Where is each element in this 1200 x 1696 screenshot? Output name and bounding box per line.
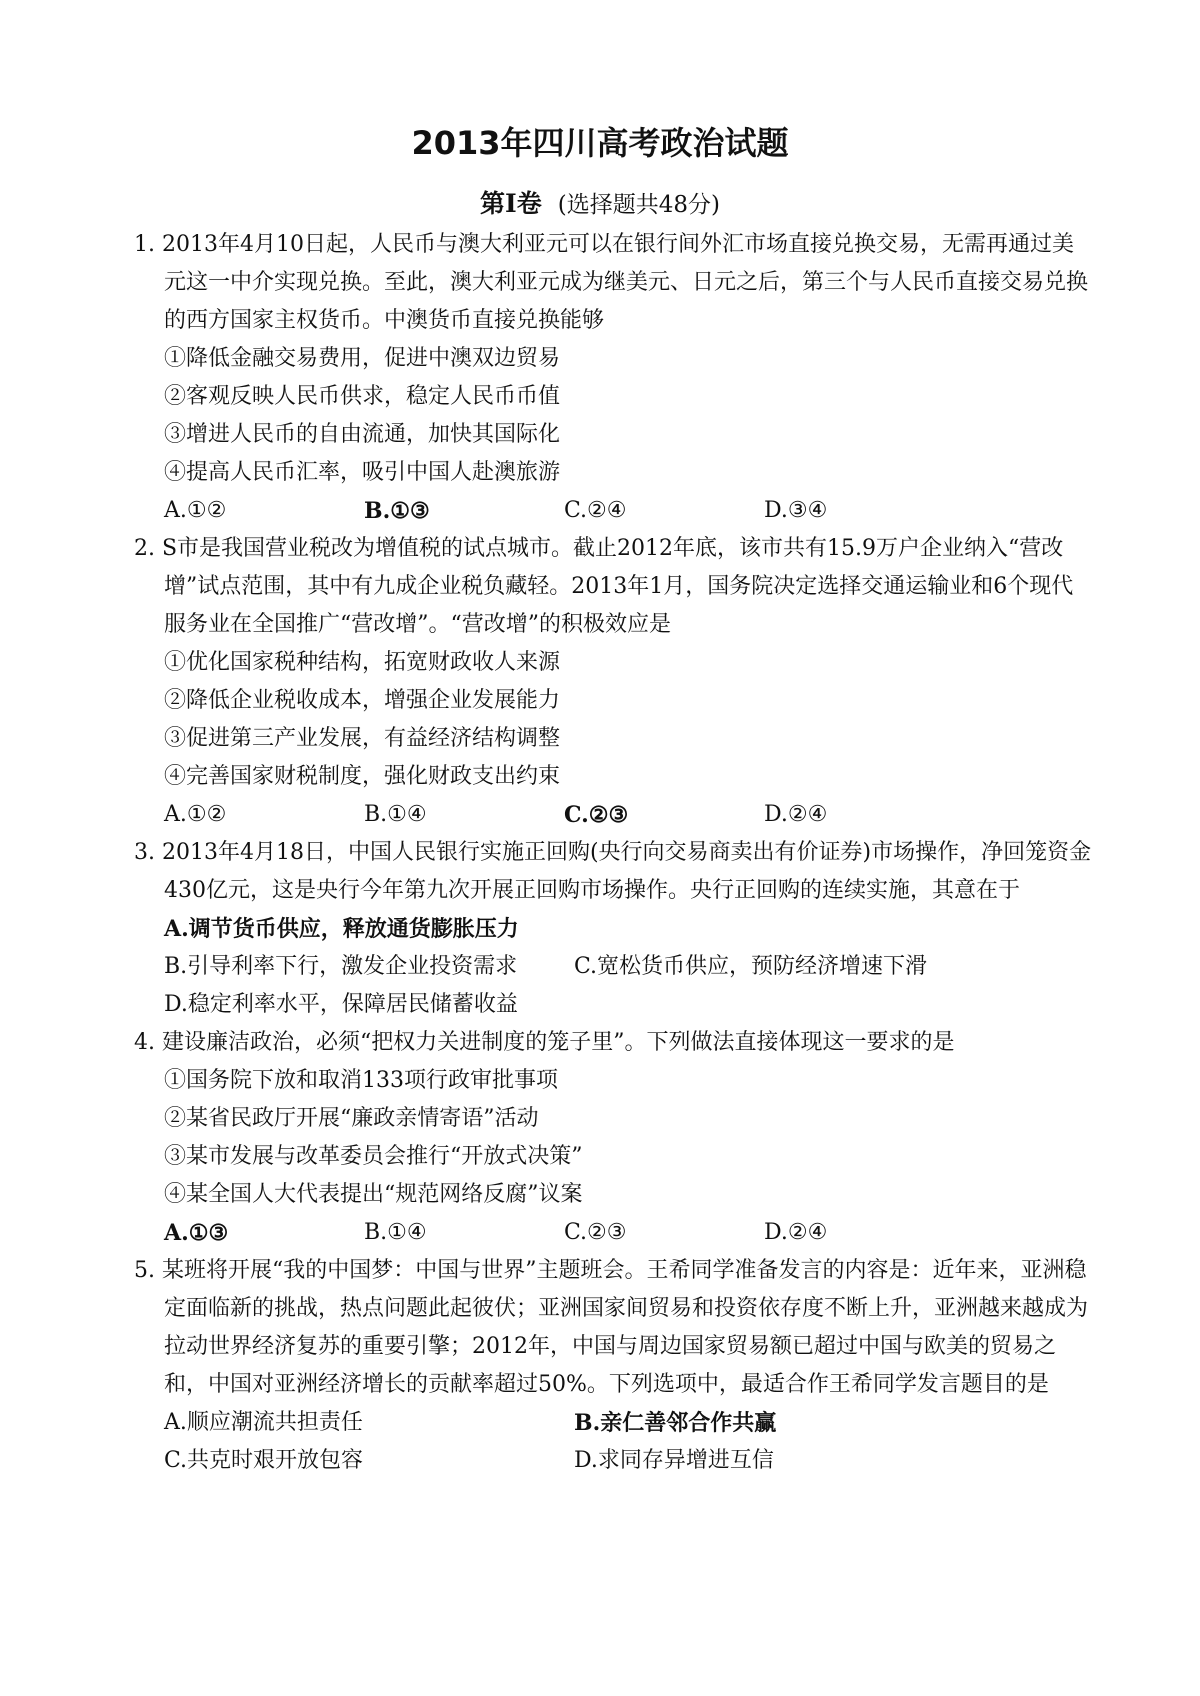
option-row <box>134 1404 1094 1442</box>
statement: ③增进人民币的自由流通，加快其国际化 <box>164 422 561 447</box>
option-a-answer: A.①③ <box>164 1220 229 1246</box>
option-d: D.②④ <box>764 802 828 827</box>
option-a: A.①② <box>164 498 227 523</box>
option-c: C.共克时艰开放包容 <box>164 1448 364 1473</box>
question-stem: 4. 建设廉洁政治，必须“把权力关进制度的笼子里”。下列做法直接体现这一要求的是 <box>134 1030 955 1055</box>
statement: ②某省民政厅开展“廉政亲情寄语”活动 <box>164 1106 539 1131</box>
option-b-answer: B.亲仁善邻合作共赢 <box>574 1410 777 1436</box>
option-row <box>134 910 1094 948</box>
statement: ③促进第三产业发展，有益经济结构调整 <box>164 726 561 751</box>
option-row <box>134 948 1094 986</box>
option-b: B.引导利率下行，激发企业投资需求 <box>164 954 518 979</box>
option-c: C.宽松货币供应，预防经济增速下滑 <box>574 954 928 979</box>
section-note: (选择题共48分) <box>557 192 720 218</box>
question-3 <box>134 834 1094 1024</box>
option-a: A.①② <box>164 802 227 827</box>
section-heading <box>0 184 1200 220</box>
option-c: C.②③ <box>564 1220 627 1245</box>
option-row <box>134 492 1094 530</box>
statement: ④提高人民币汇率，吸引中国人赴澳旅游 <box>164 460 561 485</box>
question-stem: 5. 某班将开展“我的中国梦：中国与世界”主题班会。王希同学准备发言的内容是：近年来，亚洲稳定面临新的挑战，热点问题此起彼伏；亚洲国家间贸易和投资依存度不断上升，亚洲越来越成为拉动世界经济复苏的重要引擎；2012年，中国与周边国家贸易额已超过中国与欧美的贸易之和，中国对亚洲经济增长的贡献率超过50%。下列选项中，最适合作王希同学发言题目的是 <box>134 1258 1089 1397</box>
question-4 <box>134 1024 1094 1252</box>
statement: ③某市发展与改革委员会推行“开放式决策” <box>164 1144 583 1169</box>
statement: ①优化国家税种结构，拓宽财政收人来源 <box>164 650 561 675</box>
statement: ①降低金融交易费用，促进中澳双边贸易 <box>164 346 561 371</box>
option-row <box>134 1442 1094 1480</box>
option-a-answer: A.调节货币供应，释放通货膨胀压力 <box>164 916 519 942</box>
statement: ④某全国人大代表提出“规范网络反腐”议案 <box>164 1182 583 1207</box>
statement: ②客观反映人民币供求，稳定人民币币值 <box>164 384 561 409</box>
question-2 <box>134 530 1094 834</box>
option-row <box>134 986 1094 1024</box>
option-d: D.③④ <box>764 498 828 523</box>
option-d: D.②④ <box>764 1220 828 1245</box>
question-1 <box>134 226 1094 530</box>
option-b-answer: B.①③ <box>364 498 430 524</box>
statement: ②降低企业税收成本，增强企业发展能力 <box>164 688 561 713</box>
section-name: 第Ⅰ卷 <box>480 189 542 218</box>
option-a: A.顺应潮流共担责任 <box>164 1410 363 1435</box>
option-c-answer: C.②③ <box>564 802 629 828</box>
option-d: D.稳定利率水平，保障居民储蓄收益 <box>164 992 518 1017</box>
option-d: D.求同存异增进互信 <box>574 1448 774 1473</box>
question-5 <box>134 1252 1094 1480</box>
question-stem: 1. 2013年4月10日起，人民币与澳大利亚元可以在银行间外汇市场直接兑换交易，无需再通过美元这一中介实现兑换。至此，澳大利亚元成为继美元、日元之后，第三个与人民币直接交易兑换的西方国家主权货币。中澳货币直接兑换能够 <box>134 232 1089 333</box>
question-stem: 2. S市是我国营业税改为增值税的试点城市。截止2012年底，该市共有15.9万户企业纳入“营改增”试点范围，其中有九成企业税负藏轻。2013年1月，国务院决定选择交通运输业和6个现代服务业在全国推广“营改增”。“营改增”的积极效应是 <box>134 536 1074 637</box>
exam-title: 2013年四川高考政治试题 <box>411 124 789 162</box>
statement: ④完善国家财税制度，强化财政支出约束 <box>164 764 561 789</box>
option-row <box>134 796 1094 834</box>
option-row <box>134 1214 1094 1252</box>
question-stem: 3. 2013年4月18日，中国人民银行实施正回购(央行向交易商卖出有价证券)市场操作，净回笼资金430亿元，这是央行今年第九次开展正回购市场操作。央行正回购的连续实施，其意在于 <box>134 840 1092 903</box>
option-b: B.①④ <box>364 802 427 827</box>
statement: ①国务院下放和取消133项行政审批事项 <box>164 1068 558 1093</box>
option-c: C.②④ <box>564 498 627 523</box>
option-b: B.①④ <box>364 1220 427 1245</box>
question-list <box>134 226 1094 1480</box>
